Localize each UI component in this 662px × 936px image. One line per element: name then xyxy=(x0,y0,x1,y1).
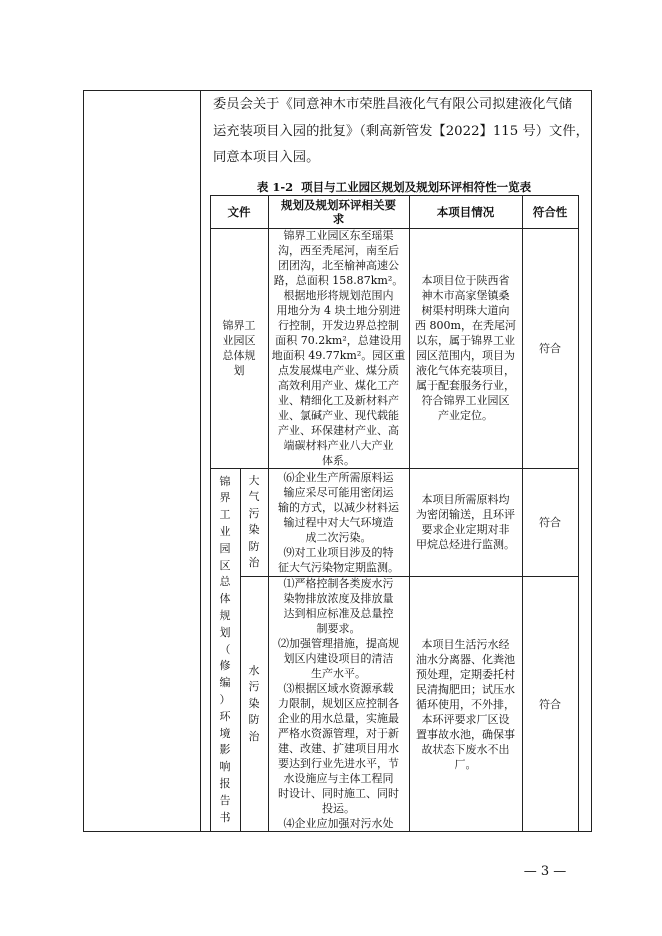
page-number: — 3 — xyxy=(523,864,567,879)
row3-subcategory: 水 污 染 防 治 xyxy=(248,663,260,743)
table-rule xyxy=(578,195,579,832)
row3-project: 本项目生活污水经 油水分离器、化粪池 预处理，定期委托村 民清掏肥田；试压水 循环使用，不外排， 本环评要求厂区设 置事故水池，确保事 故状态下废水不出 厂。 xyxy=(416,637,515,771)
row2-subcategory: 大 气 污 染 防 治 xyxy=(248,473,260,569)
row1-compliance: 符合 xyxy=(539,341,561,355)
outer-column-divider xyxy=(200,90,201,832)
header-document: 文件 xyxy=(227,204,251,219)
table-caption: 表 1-2 项目与工业园区规划及规划环评相符性一览表 xyxy=(256,180,532,194)
header-project: 本项目情况 xyxy=(436,204,495,219)
row2-requirement: ⑹企业生产所需原料运 输应采尽可能用密闭运 输的方式，以减少材料运 输过程中对大气环境造 成二次污染。 ⑼对工业项目涉及的特 征大气污染物定期监测。 xyxy=(278,470,399,574)
row1-project: 本项目位于陕西省 神木市高家堡镇桑 树渠村明珠大道向 西 800m，在秃尾河 以东，属于锦界工业 园区范围内，项目为 液化气体充装项目， 属于配套服务行业， 符合锦界工业园区 产业定位。 xyxy=(415,274,516,422)
merged-document: 锦 界 工 业 园 区 总 体 规 划 （ 修 编 ） 环 境 影 响 报 告 书 xyxy=(219,474,231,824)
header-requirement: 规划及规划环评相关要 求 xyxy=(281,197,396,226)
row1-document: 锦界工 业园区 总体规 划 xyxy=(222,319,256,377)
row1-requirement: 锦界工业园区东至瑶渠 沟，西至秃尾河，南至后 团团沟，北至榆神高速公 路，总面积 158.87km²。 根据地形将规划范围内 用地分为 4 块土地分别进 行控制，开发边界总控制 面积 70.2km²，总建设用 地面积 49.77km²。园区重 点发展煤电产业、煤分质 高效利用产业、煤化工产 业、精细化工及新材料产 业、氯碱产业、现代载能 产业、环保建材产业、高 端碳材料产业八大产业 体系。 xyxy=(271,229,406,467)
intro-paragraph: 委员会关于《同意神木市荣胜昌液化气有限公司拟建液化气储 运充装项目入园的批复》（剩高新管发【2022】115 号）文件， 同意本项目入园。 xyxy=(213,97,589,165)
header-compliance: 符合性 xyxy=(532,204,568,219)
row2-compliance: 符合 xyxy=(539,515,561,529)
row2-project: 本项目所需原料均 为密闭输送，且环评 要求企业定期对非 甲烷总烃进行监测。 xyxy=(416,493,515,551)
row3-requirement: ⑴严格控制各类废水污 染物排放浓度及排放量 达到相应标准及总量控 制要求。 ⑵加强管理措施，提高规 划区内建设项目的清洁 生产水平。 ⑶根据区域水资源承载 力限制，规划区应控制各 企业的用水总量，实施最 严格水资源管理，对于新 建、改建、扩建项目用水 要达到行业先进水平，节 水设施应与主体工程同 时设计、同时施工、同时 投运。 ⑷企业应加强对污水处 xyxy=(278,577,399,830)
row3-compliance: 符合 xyxy=(539,697,561,711)
